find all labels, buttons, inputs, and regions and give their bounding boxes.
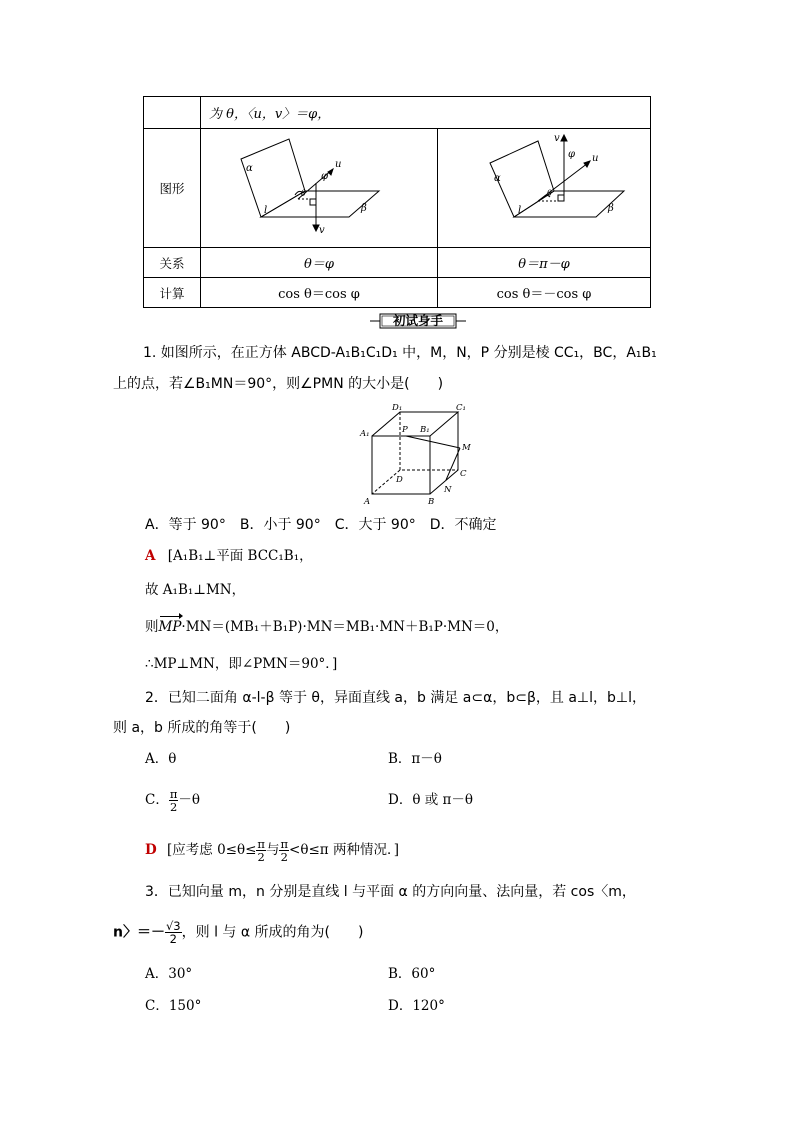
cube-label-b: B — [428, 497, 435, 506]
q2-option-b: B．π－θ — [388, 751, 442, 767]
segment-pm — [406, 436, 460, 448]
q3-line1: 3．已知向量 m，n 分别是直线 l 与平面 α 的方向向量、法向量，若 cos〈m， — [145, 884, 636, 900]
q3-line2-prefix: n〉＝－ — [113, 924, 165, 941]
calc-left: cos θ＝cos φ — [201, 278, 438, 308]
label-l-right: l — [518, 205, 522, 216]
label-v-left: v — [319, 225, 325, 236]
right-angle-left — [310, 199, 316, 205]
q2-line1: 2．已知二面角 α-l-β 等于 θ，异面直线 a，b 满足 a⊂α，b⊂β，且 a⊥l，b⊥l， — [145, 690, 646, 706]
cube-label-c1: C₁ — [456, 403, 466, 413]
row-header-figure: 图形 — [144, 129, 201, 248]
row-header-calc: 计算 — [144, 278, 201, 308]
q2-answer-frac1-den: 2 — [257, 850, 265, 864]
q2-answer-frac1-num: π — [257, 837, 265, 851]
label-phi-right: φ — [568, 149, 576, 160]
section-banner — [370, 313, 466, 329]
cube-label-b1: B₁ — [420, 425, 430, 435]
q3-sqrt3-fraction — [165, 920, 182, 945]
right-angle-right — [558, 195, 564, 201]
cube-label-d: D — [396, 475, 403, 485]
q2-answer-fraction-2 — [279, 838, 289, 863]
figure-cell-right — [438, 129, 651, 248]
label-alpha-left: α — [246, 163, 253, 174]
q2-option-c-num: π — [169, 787, 178, 801]
plane-alpha-left — [241, 139, 305, 217]
cube-label-a1: A₁ — [360, 429, 370, 439]
cube-top-face — [372, 412, 458, 436]
q3-frac-den: 2 — [169, 932, 177, 946]
dihedral-figure-right — [438, 129, 650, 243]
cube-label-d1: D₁ — [392, 403, 403, 413]
label-v-right: v — [554, 133, 560, 144]
q3-frac-num: √3 — [165, 919, 181, 933]
q1-line2: 上的点，若∠B₁MN＝90°，则∠PMN 的大小是( ) — [113, 376, 444, 392]
arrow-u-left — [328, 169, 333, 175]
arrow-v-right — [561, 135, 567, 141]
q2-option-c-prefix: C． — [145, 792, 169, 808]
q2-option-a: A．θ — [145, 751, 177, 767]
relation-left: θ＝φ — [201, 248, 438, 278]
figure-cell-left — [201, 129, 438, 248]
label-alpha-right: α — [494, 173, 501, 184]
q3-line2-suffix: ，则 l 与 α 所成的角为( ) — [181, 924, 364, 941]
cube-label-c: C — [460, 469, 467, 479]
cube-label-a: A — [364, 497, 371, 506]
label-theta-left: θ — [301, 189, 306, 198]
q2-option-c — [145, 788, 200, 813]
q3-line2 — [113, 920, 363, 945]
cube-label-m: M — [462, 443, 471, 453]
q1-answer-line1 — [145, 546, 313, 566]
relation-right: θ＝π－φ — [438, 248, 651, 278]
q2-option-d: D．θ 或 π－θ — [388, 792, 474, 808]
q3-option-b: B．60° — [388, 966, 436, 982]
q2-answer-text-c: <θ≤π 两种情况．] — [289, 842, 399, 858]
q3-option-a: A．30° — [145, 966, 193, 982]
label-u-right: u — [592, 153, 599, 164]
q1-answer-letter: A — [145, 548, 156, 564]
q2-option-c-den: 2 — [169, 800, 178, 814]
q2-answer-text-a: [应考虑 0≤θ≤ — [167, 842, 257, 858]
q1-options: A．等于 90° B．小于 90° C．大于 90° D．不确定 — [145, 517, 497, 533]
q3-option-d: D．120° — [388, 998, 445, 1014]
q2-answer — [145, 838, 399, 863]
label-beta-left: β — [361, 203, 367, 214]
q2-option-c-suffix: －θ — [178, 792, 201, 808]
label-theta-right: θ — [547, 189, 552, 198]
cube-front-face — [372, 436, 430, 494]
q2-answer-fraction-1 — [256, 838, 266, 863]
vector-mp-label: MP — [158, 619, 182, 635]
arrow-u-right — [584, 161, 590, 167]
q2-line2: 则 a，b 所成的角等于( ) — [113, 720, 291, 736]
label-u-left: u — [335, 159, 342, 170]
q1-answer-line3 — [145, 617, 508, 637]
cube-figure — [358, 400, 474, 506]
table-top-row-text: 为 θ，〈u，v〉＝φ， — [209, 107, 331, 122]
q1-answer-text1: [A₁B₁⊥平面 BCC₁B₁， — [167, 548, 313, 564]
q2-option-c-fraction — [169, 788, 179, 813]
q1-answer-line3-prefix: 则 — [145, 619, 159, 635]
q2-answer-text-b: 与 — [265, 842, 280, 858]
calc-right: cos θ＝－cos φ — [438, 278, 651, 308]
q1-answer-line2: 故 A₁B₁⊥MN， — [145, 582, 246, 598]
section-banner-title: 初试身手 — [392, 313, 443, 328]
label-phi-left: φ — [321, 171, 329, 182]
cube-label-p: P — [402, 425, 408, 435]
q2-answer-letter: D — [145, 842, 157, 858]
label-l-left: l — [264, 205, 268, 216]
cube-label-n: N — [444, 485, 452, 495]
q3-option-c: C．150° — [145, 998, 202, 1014]
q1-answer-line3-rest: ·MN＝(MB₁＋B₁P)·MN＝MB₁·MN＋B₁P·MN＝0， — [181, 619, 509, 635]
q1-line1: 1. 如图所示，在正方体 ABCD-A₁B₁C₁D₁ 中，M，N，P 分别是棱 CC₁，BC，A₁B₁ — [143, 345, 657, 361]
q2-answer-frac2-num: π — [280, 837, 289, 851]
table-corner-cell — [144, 97, 201, 129]
label-beta-right: β — [608, 203, 614, 214]
q1-answer-line4: ∴MP⊥MN，即∠PMN＝90°．] — [145, 656, 338, 672]
table-top-row — [201, 97, 651, 129]
row-header-relation: 关系 — [144, 248, 201, 278]
q2-answer-frac2-den: 2 — [280, 850, 288, 864]
definition-table — [143, 96, 651, 308]
dihedral-figure-left — [201, 129, 437, 243]
